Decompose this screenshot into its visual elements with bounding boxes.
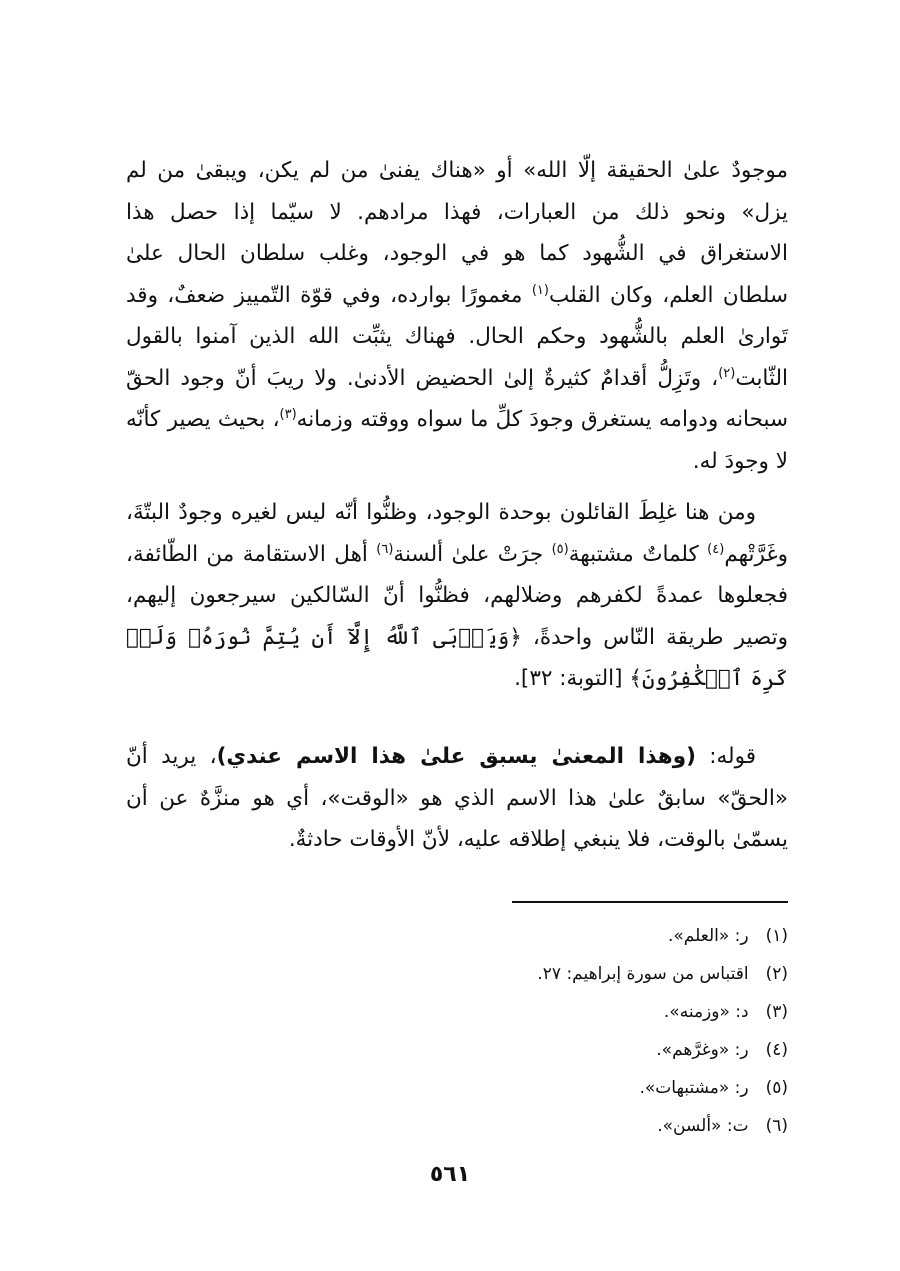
footnote-ref-6[interactable]: (٦) bbox=[376, 541, 394, 557]
footnotes-list bbox=[368, 917, 788, 1145]
footnote-number: (٢) bbox=[765, 964, 788, 984]
footnote-item bbox=[368, 955, 788, 993]
footnote-text: اقتباس من سورة إبراهيم: ٢٧. bbox=[537, 964, 749, 984]
paragraph-text: جرَتْ علىٰ ألسنة bbox=[393, 541, 552, 567]
footnote-ref-2[interactable]: (٢) bbox=[718, 365, 736, 381]
paragraph-text: مغمورًا بوارده، وفي قوّة التّمييز ضعفٌ، وقد تَوارىٰ العلم بالشُّهود وحكم الحال. فهناك يثبِّت الله الذين آمنوا بالقول الثّابت bbox=[126, 282, 788, 391]
paragraph-text: قوله: bbox=[695, 744, 756, 769]
verse-reference: [التوبة: ٣٢]. bbox=[514, 666, 630, 691]
footnote-number: (٤) bbox=[765, 1040, 788, 1060]
body-paragraph-2 bbox=[126, 492, 788, 700]
body-paragraph-1 bbox=[126, 150, 788, 482]
footnote-ref-5[interactable]: (٥) bbox=[551, 541, 569, 557]
footnote-number: (١) bbox=[765, 926, 788, 946]
footnote-item bbox=[368, 1069, 788, 1107]
footnote-number: (٦) bbox=[765, 1116, 788, 1136]
footnote-ref-4[interactable]: (٤) bbox=[707, 541, 725, 557]
footnote-text: ت: «ألسن». bbox=[657, 1116, 749, 1136]
footnote-number: (٥) bbox=[765, 1078, 788, 1098]
body-paragraph-3 bbox=[126, 736, 788, 861]
paragraph-text: ، بحيث يصير كأنّه لا وجودَ له. bbox=[126, 407, 788, 474]
footnote-item bbox=[368, 993, 788, 1031]
footnote-text: ر: «مشتبهات». bbox=[639, 1078, 749, 1098]
footnote-divider bbox=[512, 901, 788, 903]
paragraph-text: أهل الاستقامة من الطّائفة، فجعلوها عمدةً لكفرهم وضلالهم، فظنُّوا أنّ السّالكين سيرجعون إليهم، وتصير طريقة النّاس واحدةً، bbox=[126, 541, 788, 650]
footnote-text: ر: «وغرَّهم». bbox=[656, 1040, 749, 1060]
paragraph-text: موجودٌ علىٰ الحقيقة إلّا الله» أو «هناك يفنىٰ من لم يكن، ويبقىٰ من لم يزل» ونحو ذلك من العبارات، فهذا مرادهم. لا سيّما إذا حصل هذا الاستغراق في الشُّهود كما هو في الوجود، وغلب سلطان الحال علىٰ سلطان العلم، وكان القلب bbox=[126, 158, 788, 308]
paragraph-text: ومن هنا غلِطَ القائلون بوحدة الوجود، وظنُّوا أنّه ليس لغيره وجودٌ البتّةَ، وغَرَّتْهم bbox=[126, 500, 789, 567]
footnote-number: (٣) bbox=[765, 1002, 788, 1022]
paragraph-text: ، يريد أنّ «الحقّ» سابقٌ علىٰ هذا الاسم الذي هو «الوقت»، أي هو منزَّهٌ عن أن يسمّىٰ بالوقت، فلا ينبغي إطلاقه عليه، لأنّ الأوقات حادثةٌ. bbox=[126, 744, 788, 852]
footnote-item bbox=[368, 917, 788, 955]
footnote-item bbox=[368, 1107, 788, 1145]
footnote-item bbox=[368, 1031, 788, 1069]
quran-verse: ﴿وَيَأۡبَى ٱللَّهُ إِلَّآ أَن يُتِمَّ نُورَهُۥ وَلَوۡ كَرِهَ ٱلۡكَٰفِرُونَ﴾ bbox=[126, 624, 788, 691]
quoted-phrase: (وهذا المعنىٰ يسبق علىٰ هذا الاسم عندي) bbox=[216, 744, 696, 769]
paragraph-text: كلماتٌ مشتبهة bbox=[568, 541, 708, 567]
footnote-ref-3[interactable]: (٣) bbox=[279, 406, 297, 422]
footnote-text: ر: «العلم». bbox=[668, 926, 749, 946]
page-number: ٥٦١ bbox=[429, 1162, 471, 1187]
paragraph-text: ، وتَزِلُّ أقدامٌ كثيرةٌ إلىٰ الحضيض الأدنىٰ. ولا ريبَ أنّ وجود الحقّ سبحانه ودوامه يستغرق وجودَ كلِّ ما سواه ووقته وزمانه bbox=[126, 365, 788, 432]
footnote-ref-1[interactable]: (١) bbox=[531, 282, 549, 298]
footnote-text: د: «وزمنه». bbox=[663, 1002, 749, 1022]
